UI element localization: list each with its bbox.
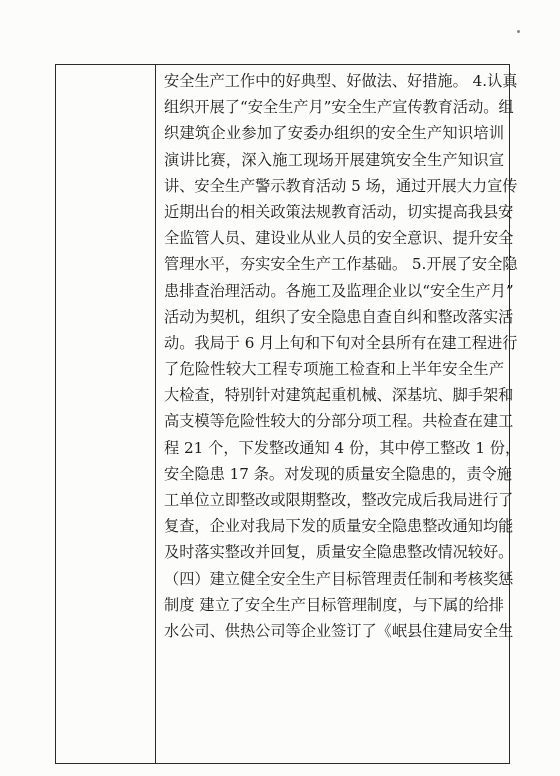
text-line: 及时落实整改并回复，质量安全隐患整改情况较好。 [164, 543, 514, 562]
text-line: （四）建立健全安全生产目标管理责任制和考核奖惩 [164, 569, 514, 588]
text-line: 安全隐患 17 条。对发现的质量安全隐患的，责令施 [164, 464, 512, 483]
text-line: 制度 建立了安全生产目标管理制度，与下属的给排 [164, 595, 504, 614]
form-table [55, 64, 521, 764]
text-line: 全监管人员、建设业从业人员的安全意识、提升安全 [164, 229, 514, 248]
text-line: 了危险性较大工程专项施工检查和上半年安全生产 [164, 360, 504, 379]
text-line: 织建筑企业参加了安委办组织的安全生产知识培训 [164, 124, 504, 143]
text-line: 程 21 个，下发整改通知 4 份，其中停工整改 1 份， [164, 438, 521, 457]
text-line: 讲、安全生产警示教育活动 5 场，通过开展大力宣传 [164, 176, 518, 195]
text-line: 组织开展了“安全生产月”安全生产宣传教育活动。组 [164, 98, 514, 117]
text-line: 水公司、供热公司等企业签订了《岷县住建局安全生 [164, 621, 514, 640]
text-line: 活动为契机，组织了安全隐患自查自纠和整改落实活 [164, 307, 514, 326]
text-line: 动。我局于 6 月上旬和下旬对全县所有在建工程进行 [164, 333, 518, 352]
scan-speck [517, 30, 520, 33]
text-line: 管理水平，夯实安全生产工作基础。 5.开展了安全隐 [164, 255, 518, 274]
column-divider [155, 65, 156, 763]
text-line: 大检查，特别针对建筑起重机械、深基坑、脚手架和 [164, 386, 514, 405]
text-line: 安全生产工作中的好典型、好做法、好措施。 4.认真 [164, 72, 518, 90]
text-line: 高支模等危险性较大的分部分项工程。共检查在建工 [164, 412, 514, 431]
text-line: 复查，企业对我局下发的质量安全隐患整改通知均能 [164, 517, 514, 536]
text-line: 患排查治理活动。各施工及监理企业以“安全生产月” [164, 281, 514, 300]
text-line: 近期出台的相关政策法规教育活动，切实提高我县安 [164, 202, 514, 221]
text-line: 演讲比赛，深入施工现场开展建筑安全生产知识宣 [164, 150, 504, 169]
body-text [164, 68, 521, 644]
text-line: 工单位立即整改或限期整改，整改完成后我局进行了 [164, 491, 514, 509]
